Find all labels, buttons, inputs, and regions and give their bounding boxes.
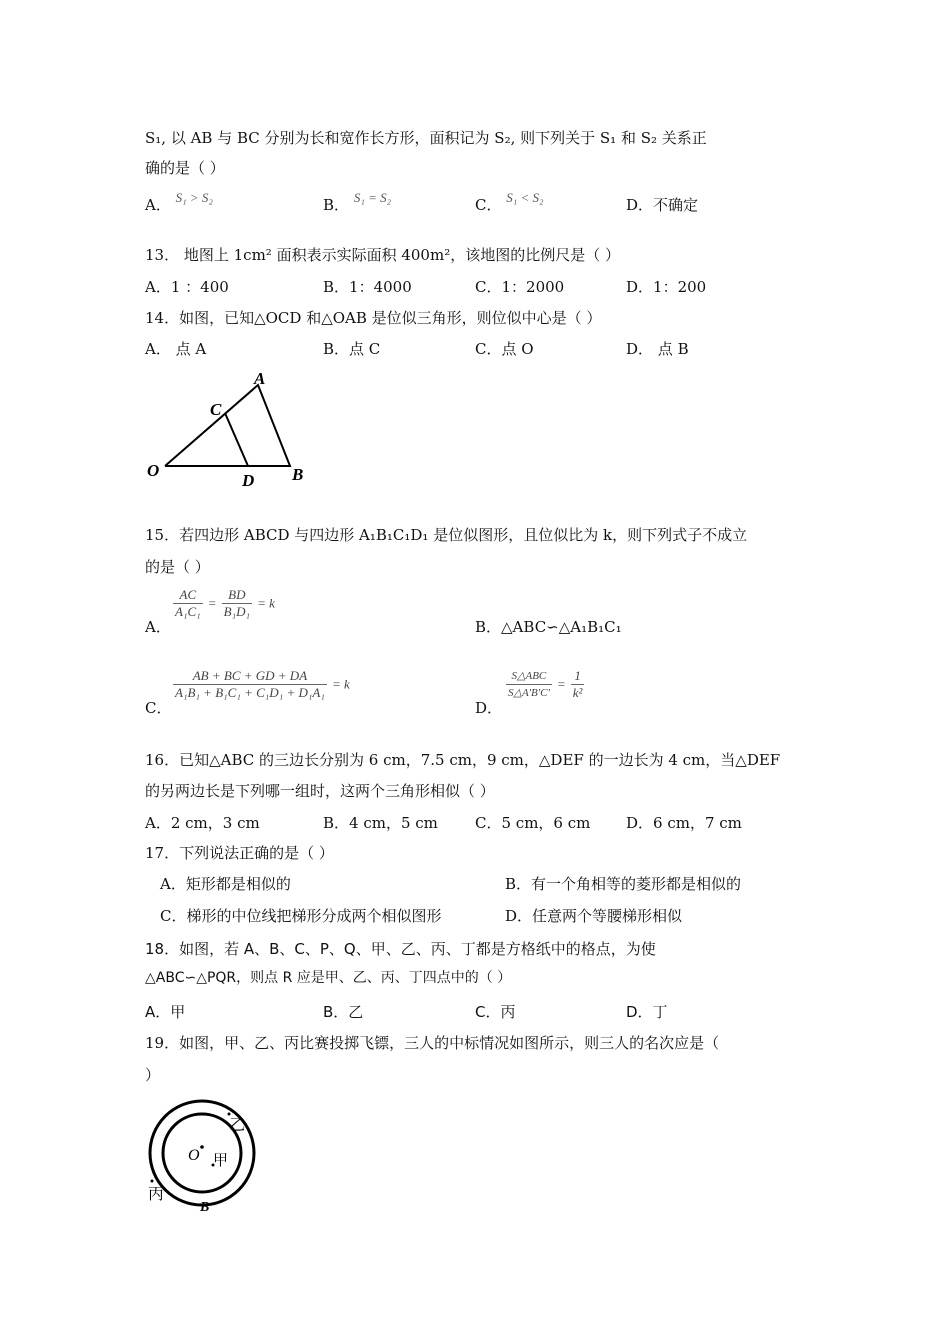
q13-option-c[interactable]: C．1：2000 bbox=[475, 278, 565, 296]
q17-option-c[interactable]: C．梯形的中位线把梯形分成两个相似图形 bbox=[160, 907, 442, 925]
q17-text: 17．下列说法正确的是（ ） bbox=[145, 844, 334, 862]
segment-cd bbox=[225, 413, 248, 466]
fraction-one-over-k2: $\frac{1}{\text{k²}}$ bbox=[572, 668, 583, 700]
equals-k: = k bbox=[257, 595, 275, 611]
fraction-bd: $\frac{BD}{\text{B₁D₁}}$ bbox=[223, 587, 250, 619]
label-yi: 乙 bbox=[229, 1117, 246, 1134]
q13-option-b[interactable]: B．1：4000 bbox=[323, 278, 412, 296]
center-point bbox=[200, 1145, 204, 1149]
q18-option-b[interactable]: B．乙 bbox=[323, 1003, 364, 1021]
label-o: O bbox=[147, 461, 160, 480]
label-a: A bbox=[254, 369, 266, 388]
fraction-ac: $\frac{AC}{\text{A₁C₁}}$ bbox=[175, 587, 201, 619]
q15-line1: 15．若四边形 ABCD 与四边形 A₁B₁C₁D₁ 是位似图形，且位似比为 k，则下列式子不成立 bbox=[145, 526, 748, 544]
q14-option-b[interactable]: B．点 C bbox=[323, 340, 381, 358]
label-o: O bbox=[188, 1147, 200, 1164]
q15-option-d-formula[interactable]: $\frac{\text{S△ABC}}{S\triangle A'B'C'}$ = $\frac{1}{\text{k²}}$ bbox=[508, 668, 583, 700]
q15-option-b[interactable]: B．△ABC∽△A₁B₁C₁ bbox=[475, 618, 622, 636]
option-math: S₁ > S₂ bbox=[175, 190, 213, 205]
q19-line2: ） bbox=[145, 1066, 161, 1084]
point-bing bbox=[151, 1180, 154, 1183]
q12-option-b[interactable] bbox=[323, 190, 392, 215]
option-label: C． bbox=[475, 196, 502, 214]
q19-dartboard-figure bbox=[140, 1095, 265, 1217]
label-d: D bbox=[242, 471, 255, 490]
q19-line1: 19．如图，甲、乙、丙比赛投掷飞镖，三人的中标情况如图所示，则三人的名次应是（ bbox=[145, 1034, 720, 1052]
triangle-oab bbox=[165, 385, 290, 466]
equals-k: = k bbox=[331, 676, 350, 692]
q14-triangle-figure bbox=[140, 365, 320, 493]
fraction-area: $\frac{\text{S△ABC}}{S\triangle A'B'C'}$ bbox=[508, 670, 550, 699]
q13-option-a[interactable]: A．1 ：400 bbox=[145, 278, 229, 296]
q12-option-d[interactable]: D．不确定 bbox=[626, 196, 699, 214]
option-math: S₁ < S₂ bbox=[506, 190, 544, 205]
q13-text: 13． 地图上 1cm² 面积表示实际面积 400m²，该地图的比例尺是（ ） bbox=[145, 246, 620, 264]
label-c: C bbox=[210, 400, 222, 419]
q14-text: 14．如图，已知△OCD 和△OAB 是位似三角形，则位似中心是（ ） bbox=[145, 309, 602, 327]
q15-option-d-label[interactable]: D． bbox=[475, 699, 503, 717]
q16-option-b[interactable]: B．4 cm，5 cm bbox=[323, 814, 438, 832]
q16-line2: 的另两边长是下列哪一组时，这两个三角形相似（ ） bbox=[145, 782, 495, 800]
q15-option-c-label[interactable]: C． bbox=[145, 699, 172, 717]
q17-option-b[interactable]: B．有一个角相等的菱形都是相似的 bbox=[505, 875, 742, 893]
q14-option-a[interactable]: A． 点 A bbox=[145, 340, 207, 358]
q17-option-a[interactable]: A．矩形都是相似的 bbox=[160, 875, 291, 893]
q15-option-c-formula[interactable] bbox=[173, 668, 350, 701]
q16-line1: 16．已知△ABC 的三边长分别为 6 cm，7.5 cm，9 cm，△DEF 的一边长为 4 cm，当△DEF bbox=[145, 751, 781, 769]
q18-option-a[interactable]: A．甲 bbox=[145, 1003, 186, 1021]
q15-line2: 的是（ ） bbox=[145, 558, 210, 576]
q15-option-a-formula[interactable]: $\frac{AC}{\text{A₁C₁}}$ = $\frac{BD}{\text{B₁D₁}}$ = k bbox=[175, 587, 275, 619]
q15-option-a-label[interactable]: A． bbox=[145, 618, 171, 636]
q16-option-a[interactable]: A．2 cm，3 cm bbox=[145, 814, 260, 832]
q18-option-c[interactable]: C．丙 bbox=[475, 1003, 516, 1021]
q14-option-c[interactable]: C．点 O bbox=[475, 340, 534, 358]
option-label: A． bbox=[145, 196, 171, 214]
label-bing: 丙 bbox=[148, 1186, 165, 1203]
q12-option-c[interactable] bbox=[475, 190, 544, 215]
q18-option-d[interactable]: D．丁 bbox=[626, 1003, 668, 1021]
q17-option-d[interactable]: D．任意两个等腰梯形相似 bbox=[505, 907, 683, 925]
q12-line1: S₁, 以 AB 与 BC 分别为长和宽作长方形，面积记为 S₂, 则下列关于 S₁ 和 S₂ 关系正 bbox=[145, 129, 707, 147]
q12-option-a[interactable] bbox=[145, 190, 213, 215]
q16-option-d[interactable]: D．6 cm，7 cm bbox=[626, 814, 742, 832]
label-jia: 甲 bbox=[213, 1153, 229, 1169]
option-label: B． bbox=[323, 196, 350, 214]
q12-line2: 确的是（ ） bbox=[145, 159, 225, 177]
q13-option-d[interactable]: D．1：200 bbox=[626, 278, 707, 296]
q16-option-c[interactable]: C．5 cm，6 cm bbox=[475, 814, 591, 832]
q18-line1: 18．如图，若 A、B、C、P、Q、甲、乙、丙、丁都是方格纸中的格点，为使 bbox=[145, 940, 656, 958]
point-yi bbox=[228, 1113, 231, 1116]
label-b: B bbox=[292, 465, 304, 484]
label-b: B bbox=[200, 1200, 210, 1215]
q14-option-d[interactable]: D． 点 B bbox=[626, 340, 689, 358]
option-math: S₁ = S₂ bbox=[353, 190, 392, 205]
q18-line2: △ABC∽△PQR，则点 R 应是甲、乙、丙、丁四点中的（ ） bbox=[145, 970, 512, 986]
fraction-perimeter: $\frac{AB + BC + GD + DA}{\text{A₁B₁ + B₁C₁ + C₁D₁ + D₁A₁}}$ bbox=[175, 668, 325, 700]
